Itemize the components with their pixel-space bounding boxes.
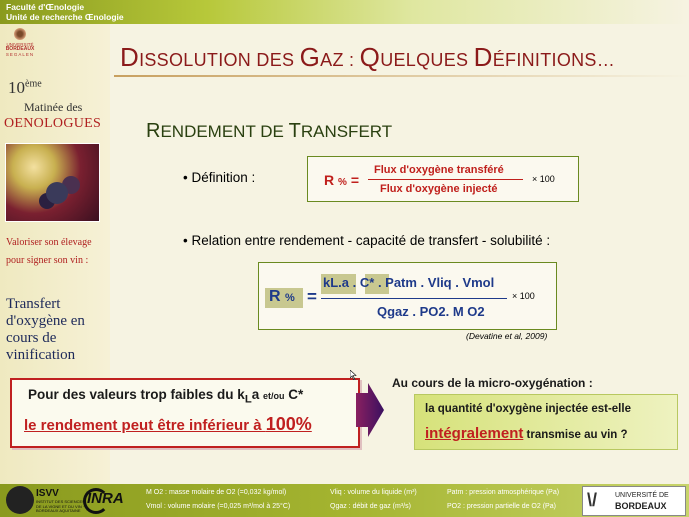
formula2-numerator: kL.a . C* . Patm . Vliq . Vmol xyxy=(323,275,495,290)
yield-relation-formula: R % = kL.a . C* . Patm . Vliq . Vmol Qgaz . PO2. M O2 × 100 xyxy=(258,262,557,330)
legend-vliq: Vliq : volume du liquide (m³) xyxy=(330,489,417,496)
isvv-logo-icon xyxy=(6,486,34,514)
grapes-photo xyxy=(5,143,100,222)
university-bordeaux-logo: \/ UNIVERSITÉ DE BORDEAUX xyxy=(582,486,686,516)
session-topic: Transfert d'oxygène en cours de vinification xyxy=(6,296,85,363)
faculty-name: Faculté d'Œnologie xyxy=(6,2,85,12)
tagline-line1: Valoriser son élevage xyxy=(6,237,92,248)
formula1-denominator: Flux d'oxygène injecté xyxy=(380,183,498,195)
legend-patm: Patm : pression atmosphérique (Pa) xyxy=(447,489,560,496)
citation: (Devatine et al, 2009) xyxy=(466,331,548,341)
inra-label: INRA xyxy=(87,490,124,507)
edition-number: 10ème xyxy=(8,78,42,97)
warning-line1: Pour des valeurs trop faibles du $k_La$ et/ou C* xyxy=(28,387,304,406)
relation-bullet: • Relation entre rendement - capacité de transfert - solubilité : xyxy=(183,233,551,248)
slide-title: DISSOLUTION DES GAZ : QUELQUES DÉFINITIONS… xyxy=(120,42,616,72)
mouse-cursor-icon xyxy=(350,370,358,380)
question-box xyxy=(414,394,678,450)
legend-qgaz: Qgaz : débit de gaz (m³/s) xyxy=(330,503,411,510)
yield-definition-formula: R % = Flux d'oxygène transféré Flux d'oxygène injecté × 100 xyxy=(307,156,579,202)
formula1-numerator: Flux d'oxygène transféré xyxy=(374,164,504,176)
question-line1: la quantité d'oxygène injectée est-elle xyxy=(425,403,631,415)
university-segalen-logo: UNIVERSITÉ BORDEAUX SEGALEN xyxy=(4,28,36,57)
isvv-label: ISVV xyxy=(36,488,59,499)
header-bar xyxy=(0,0,689,24)
definition-bullet: • Définition : xyxy=(183,170,256,185)
micro-oxygenation-heading: Au cours de la micro-oxygénation : xyxy=(392,376,593,390)
legend-vmol: Vmol : volume molaire (=0,025 m³/mol à 25°C) xyxy=(146,503,291,510)
formula2-denominator: Qgaz . PO2. M O2 xyxy=(377,304,485,319)
event-title-line2: OENOLOGUES xyxy=(4,116,102,131)
isvv-subtitle: INSTITUT DES SCIENCES DE LA VIGNE ET DU VIN · BORDEAUX AQUITAINE xyxy=(36,499,85,513)
question-line2: intégralement transmise au vin ? xyxy=(425,425,628,442)
warning-box xyxy=(10,378,360,448)
university-bordeaux-mark-icon: \/ xyxy=(587,490,598,510)
footer-bar xyxy=(0,484,689,517)
university-emblem-icon xyxy=(14,28,26,40)
section-subtitle: RENDEMENT DE TRANSFERT xyxy=(146,120,393,142)
warning-line2: le rendement peut être inférieur à 100% xyxy=(24,414,312,434)
legend-po2: PO2 : pression partielle de O2 (Pa) xyxy=(447,503,556,510)
arrow-right-icon xyxy=(356,383,384,437)
legend-mo2: M O2 : masse molaire de O2 (=0,032 kg/mol) xyxy=(146,489,287,496)
event-title-line1: Matinée des xyxy=(24,100,83,114)
research-unit-name: Unité de recherche Œnologie xyxy=(6,12,124,22)
title-underline xyxy=(114,75,689,77)
tagline-line2: pour signer son vin : xyxy=(6,255,89,266)
